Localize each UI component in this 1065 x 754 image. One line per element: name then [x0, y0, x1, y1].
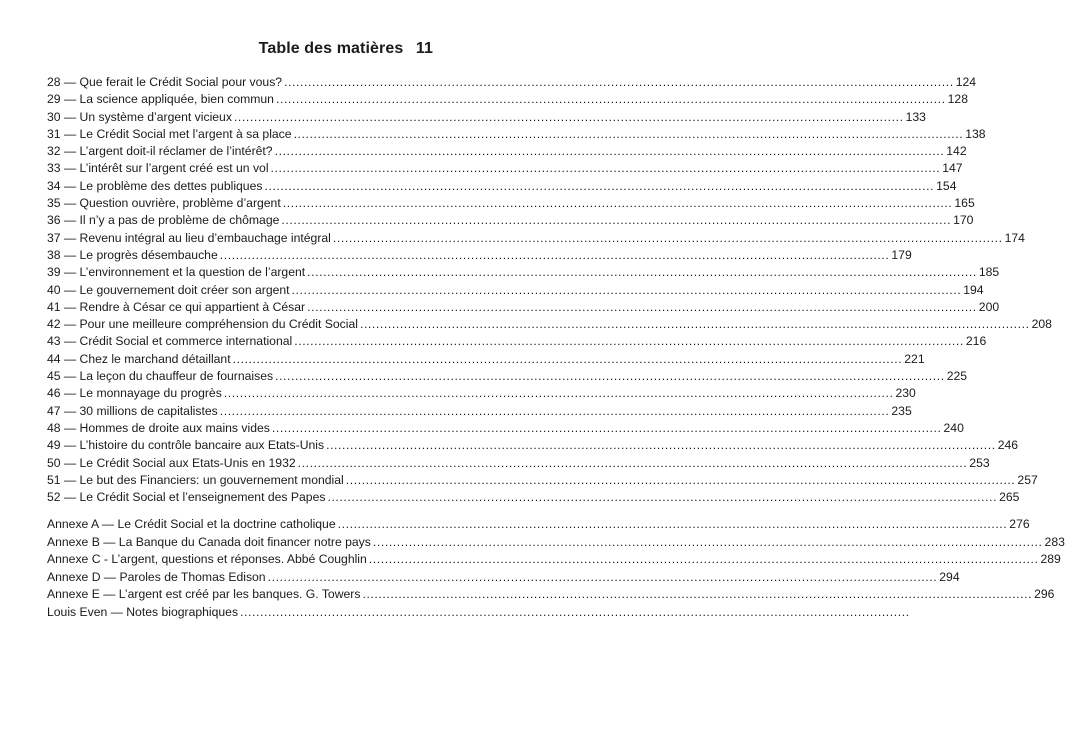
entry-page: 296 [1034, 587, 1055, 602]
entry-title: 45 — La leçon du chauffeur de fournaises [47, 369, 274, 384]
dot-leader [294, 126, 964, 143]
dot-leader [292, 282, 962, 299]
toc-entry[interactable] [47, 604, 433, 622]
toc-entry[interactable] [47, 299, 1000, 316]
entry-page: 235 [891, 403, 912, 418]
dot-leader [333, 230, 1003, 247]
entry-title: Annexe B — La Banque du Canada doit financer notre pays [47, 534, 371, 549]
dot-leader [294, 333, 964, 350]
entry-page: 142 [946, 144, 967, 159]
toc-entry[interactable] [47, 143, 967, 160]
dot-leader [275, 368, 945, 385]
toc-entry[interactable] [47, 230, 1025, 247]
dot-leader [298, 455, 968, 472]
dot-leader [307, 264, 977, 281]
toc-entry[interactable] [47, 420, 964, 437]
entry-title: 33 — L’intérêt sur l’argent créé est un vol [47, 161, 269, 176]
entry-page: 289 [1040, 552, 1061, 567]
entry-page: 257 [1017, 472, 1038, 487]
entry-page: 133 [905, 109, 926, 124]
entry-title: 49 — L’histoire du contrôle bancaire aux Etats-Unis [47, 438, 325, 453]
entry-page: 147 [942, 161, 963, 176]
toc-entry[interactable] [47, 282, 984, 299]
entry-title: 42 — Pour une meilleure compréhension du Crédit Social [47, 317, 358, 332]
entry-title: 44 — Chez le marchand détaillant [47, 351, 231, 366]
toc-entry[interactable] [47, 247, 912, 264]
entry-title: 41 — Rendre à César ce qui appartient à César [47, 299, 306, 314]
dot-leader [275, 143, 945, 160]
toc-entry[interactable] [47, 368, 968, 385]
entry-page: 283 [1044, 534, 1065, 549]
toc-entry[interactable] [47, 569, 960, 587]
entry-page: 185 [978, 265, 1000, 280]
entry-title: 31 — Le Crédit Social met l’argent à sa place [47, 126, 292, 141]
header-page-number: 11 [415, 40, 433, 57]
toc-entry[interactable] [47, 403, 912, 420]
entry-title: 48 — Hommes de droite aux mains vides [47, 420, 270, 435]
dot-leader [362, 586, 1032, 604]
dot-leader [307, 299, 977, 316]
toc-entry[interactable] [47, 109, 926, 126]
dot-leader [373, 534, 1043, 552]
toc-entry[interactable] [47, 351, 925, 368]
entry-title: 30 — Un système d’argent vicieux [47, 109, 232, 124]
toc-entry[interactable] [47, 586, 1055, 604]
entry-page: 225 [946, 369, 968, 384]
entry-page: 170 [953, 213, 974, 228]
entry-title: Annexe E — L’argent est créé par les banques. G. Towers [47, 587, 361, 602]
toc-entry[interactable] [47, 178, 957, 195]
toc-entry[interactable] [47, 489, 1020, 506]
toc-entry[interactable] [47, 316, 1052, 333]
entry-title: 34 — Le problème des dettes publiques [47, 178, 263, 193]
entry-page: 230 [895, 386, 916, 401]
dot-leader [338, 516, 1008, 534]
entry-page: 216 [965, 334, 987, 349]
header-title: Table des matières [258, 40, 404, 57]
entry-page: 154 [936, 178, 957, 193]
dot-leader [271, 160, 941, 177]
dot-leader [360, 316, 1030, 333]
entry-page: 240 [943, 420, 964, 435]
toc-entry[interactable] [47, 472, 1038, 489]
entry-page: 138 [965, 126, 986, 141]
toc-entry[interactable] [47, 333, 987, 350]
entry-title: 35 — Question ouvrière, problème d’argent [47, 196, 281, 211]
entry-title: 29 — La science appliquée, bien commun [47, 92, 274, 107]
toc-entry[interactable] [47, 516, 1030, 534]
dot-leader [224, 385, 894, 402]
entry-title: 37 — Revenu intégral au lieu d’embauchage intégral [47, 230, 331, 245]
dot-leader [268, 569, 938, 587]
entry-page: 246 [997, 438, 1019, 453]
entry-page: 276 [1009, 517, 1030, 531]
chapter-list [47, 74, 1052, 506]
toc-entry[interactable] [47, 264, 1000, 281]
entry-title: Louis Even — Notes biographiques [47, 604, 239, 619]
toc-entry[interactable] [47, 534, 1065, 552]
dot-leader [220, 403, 890, 420]
dot-leader [234, 109, 904, 126]
entry-title: 32 — L’argent doit-il réclamer de l’intérêt? [47, 144, 273, 159]
dot-leader [220, 247, 890, 264]
entry-page: 221 [904, 351, 925, 366]
toc-entry[interactable] [47, 126, 986, 143]
entry-page: 208 [1031, 317, 1052, 332]
toc-entry[interactable] [47, 160, 963, 177]
toc-entry[interactable] [47, 385, 916, 402]
dot-leader [281, 212, 951, 229]
dot-leader [346, 472, 1016, 489]
entry-title: 50 — Le Crédit Social aux Etats-Unis en 1932 [47, 455, 296, 470]
entry-title: Annexe A — Le Crédit Social et la doctrine catholique [47, 517, 336, 531]
entry-page: 124 [955, 75, 977, 89]
entry-title: Annexe D — Paroles de Thomas Edison [47, 569, 266, 584]
dot-leader [233, 351, 903, 368]
toc-entry[interactable] [47, 455, 990, 472]
entry-page: 200 [978, 299, 1000, 314]
entry-page: 294 [939, 569, 960, 584]
annex-list [47, 516, 1065, 622]
dot-leader [283, 195, 953, 212]
toc-entry[interactable] [47, 437, 1019, 454]
dot-leader [240, 604, 910, 622]
entry-page: 174 [1004, 230, 1025, 245]
toc-entry[interactable] [47, 551, 1061, 569]
dot-leader [272, 420, 942, 437]
dot-leader [264, 178, 934, 195]
dot-leader [284, 74, 954, 91]
entry-title: 43 — Crédit Social et commerce international [47, 334, 293, 349]
toc-entry[interactable] [47, 74, 977, 91]
entry-page: 179 [891, 247, 912, 262]
toc-entry[interactable] [47, 91, 968, 108]
entry-title: 38 — Le progrès désembauche [47, 247, 218, 262]
entry-page: 253 [969, 455, 990, 470]
toc-entry[interactable] [47, 195, 975, 212]
entry-page: 194 [963, 282, 984, 297]
entry-title: 40 — Le gouvernement doit créer son argent [47, 282, 290, 297]
entry-page: 165 [954, 196, 975, 211]
toc-entry[interactable] [47, 212, 974, 229]
entry-title: 46 — Le monnayage du progrès [47, 386, 222, 401]
entry-title: 28 — Que ferait le Crédit Social pour vous? [47, 75, 283, 89]
entry-title: 39 — L’environnement et la question de l’argent [47, 265, 306, 280]
entry-title: 47 — 30 millions de capitalistes [47, 403, 218, 418]
dot-leader [327, 489, 997, 506]
dot-leader [326, 437, 996, 454]
entry-page: 128 [947, 92, 968, 107]
dot-leader [276, 91, 946, 108]
dot-leader [369, 551, 1039, 569]
entry-title: 36 — Il n’y a pas de problème de chômage [47, 213, 280, 228]
entry-title: Annexe C - L’argent, questions et réponses. Abbé Coughlin [47, 552, 367, 567]
running-header [259, 40, 433, 58]
entry-page: 265 [999, 490, 1020, 505]
entry-title: 52 — Le Crédit Social et l’enseignement des Papes [47, 490, 326, 505]
entry-title: 51 — Le but des Financiers: un gouvernement mondial [47, 472, 344, 487]
